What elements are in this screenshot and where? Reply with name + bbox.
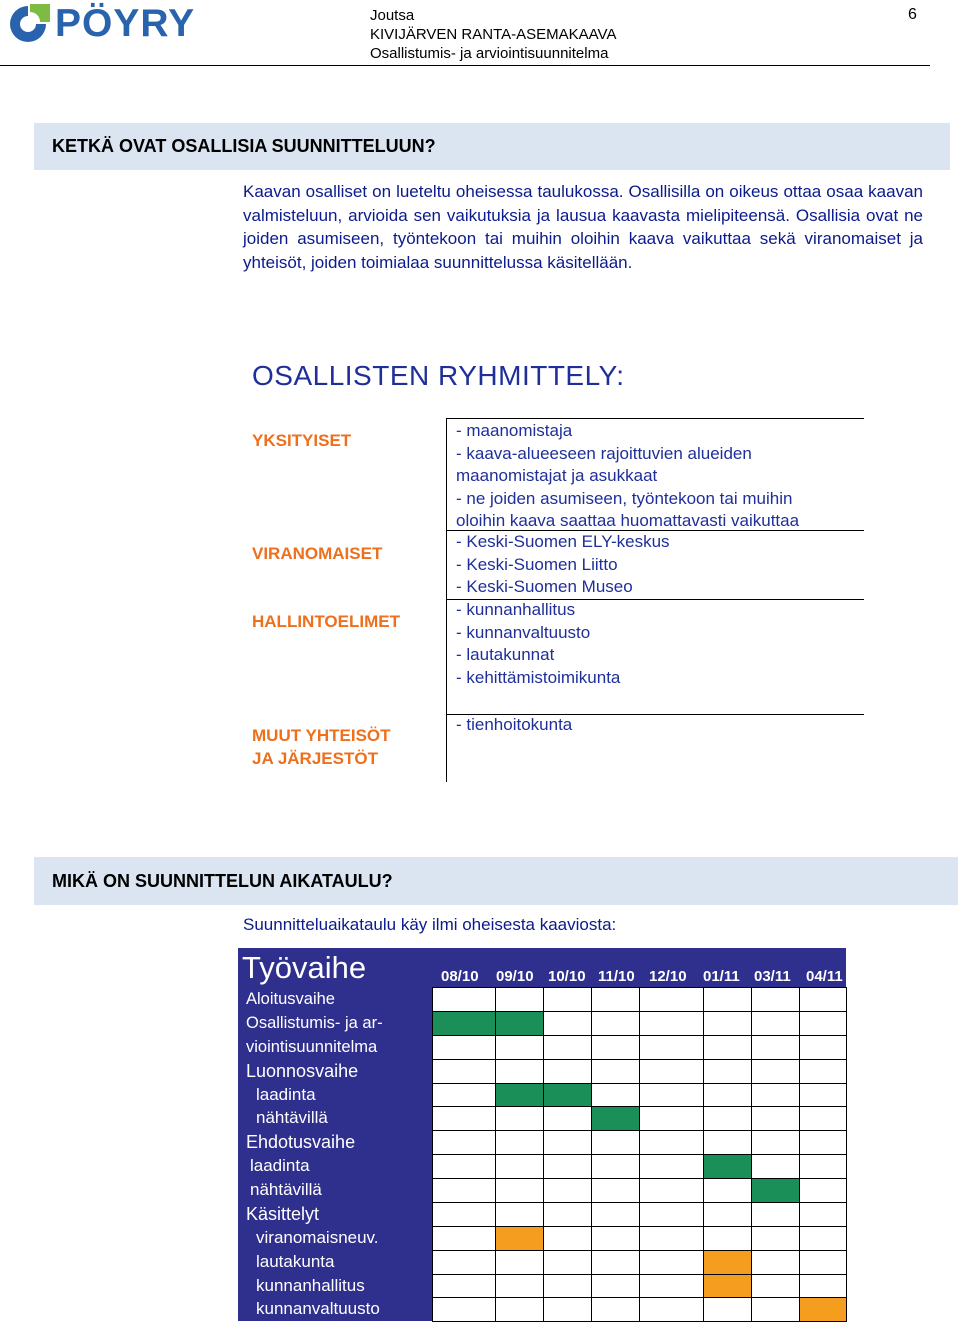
schedule-row-label: Luonnosvaihe — [246, 1060, 359, 1081]
schedule-cell — [432, 1178, 496, 1203]
schedule-cell — [495, 1154, 544, 1179]
schedule-cell — [543, 1178, 592, 1203]
schedule-cell — [751, 1059, 800, 1084]
schedule-cell — [495, 987, 544, 1012]
schedule-cell — [639, 1035, 704, 1060]
schedule-cell — [543, 1035, 592, 1060]
schedule-cell — [543, 1274, 592, 1299]
schedule-month: 04/11 — [806, 968, 843, 985]
schedule-cell-decision — [703, 1250, 752, 1275]
schedule-cell-work — [751, 1178, 800, 1203]
schedule-cell — [591, 1297, 640, 1322]
schedule-cell — [639, 987, 704, 1012]
group-member: - Keski-Suomen Liitto — [456, 554, 618, 574]
schedule-cell — [432, 1059, 496, 1084]
schedule-cell — [591, 1130, 640, 1155]
group-label: JA JÄRJESTÖT — [252, 749, 378, 768]
group-label: MUUT YHTEISÖT — [252, 726, 391, 745]
schedule-month: 01/11 — [703, 968, 740, 985]
schedule-cell — [639, 1059, 704, 1084]
schedule-row-label: lautakunta — [256, 1251, 335, 1271]
schedule-cell — [703, 1083, 752, 1108]
schedule-cell — [495, 1106, 544, 1131]
schedule-cell — [543, 987, 592, 1012]
schedule-cell — [751, 1226, 800, 1251]
schedule-cell-decision — [703, 1274, 752, 1299]
schedule-cell — [639, 1178, 704, 1203]
schedule-cell — [591, 1154, 640, 1179]
group-member: - tienhoitokunta — [456, 715, 573, 734]
schedule-cell — [543, 1250, 592, 1275]
schedule-cell — [639, 1083, 704, 1108]
schedule-cell — [703, 987, 752, 1012]
schedule-cell — [799, 1250, 847, 1275]
group-member: - lautakunnat — [456, 645, 555, 664]
schedule-cell — [543, 1226, 592, 1251]
schedule-cell — [639, 1250, 704, 1275]
schedule-cell — [432, 1297, 496, 1322]
schedule-month: 03/11 — [754, 968, 791, 985]
schedule-row-label: nähtävillä — [250, 1180, 322, 1200]
schedule-cell — [432, 1035, 496, 1060]
schedule-cell — [495, 1130, 544, 1155]
schedule-cell-work — [495, 1011, 544, 1036]
schedule-row-label: Aloitusvaihe — [246, 990, 335, 1008]
schedule-cell — [639, 1202, 704, 1227]
schedule-cell — [543, 1297, 592, 1322]
section-title-schedule: MIKÄ ON SUUNNITTELUN AIKATAULU? — [52, 871, 393, 891]
schedule-row-label: Ehdotusvaihe — [246, 1132, 356, 1153]
schedule-row-label: Käsittelyt — [246, 1203, 320, 1224]
group-member: - kehittämistoimikunta — [456, 667, 621, 687]
schedule-cell — [799, 1274, 847, 1299]
schedule-cell — [751, 1202, 800, 1227]
schedule-cell — [751, 1083, 800, 1108]
schedule-month: 11/10 — [598, 968, 635, 985]
schedule-row-label: kunnanvaltuusto — [256, 1299, 380, 1319]
schedule-cell — [751, 1154, 800, 1179]
schedule-cell — [495, 1035, 544, 1060]
schedule-cell — [495, 1178, 544, 1203]
section-title-participants: KETKÄ OVAT OSALLISIA SUUNNITTELUUN? — [52, 136, 436, 156]
schedule-cell — [751, 1035, 800, 1060]
schedule-cell — [639, 1154, 704, 1179]
schedule-cell — [639, 1297, 704, 1322]
schedule-cell — [432, 1154, 496, 1179]
schedule-cell — [591, 1059, 640, 1084]
schedule-cell — [543, 1130, 592, 1155]
schedule-cell — [703, 1297, 752, 1322]
table-column-divider — [446, 418, 447, 782]
schedule-cell — [751, 1130, 800, 1155]
logo-wordmark: PÖYRY — [55, 2, 196, 45]
schedule-cell — [799, 1130, 847, 1155]
header-divider — [0, 65, 930, 66]
schedule-cell — [703, 1011, 752, 1036]
schedule-cell — [543, 1011, 592, 1036]
schedule-cell — [432, 987, 496, 1012]
schedule-cell — [751, 1297, 800, 1322]
schedule-cell — [639, 1226, 704, 1251]
header-document-name: Osallistumis- ja arviointisuunnitelma — [370, 45, 609, 62]
schedule-cell — [703, 1178, 752, 1203]
schedule-cell — [799, 1059, 847, 1084]
schedule-cell-work — [432, 1011, 496, 1036]
schedule-row-label: viointisuunnitelma — [246, 1037, 378, 1056]
schedule-cell — [799, 1011, 847, 1036]
schedule-cell — [799, 1226, 847, 1251]
schedule-cell-decision — [495, 1226, 544, 1251]
schedule-cell — [591, 1035, 640, 1060]
schedule-row-label: nähtävillä — [256, 1108, 328, 1128]
schedule-cell — [703, 1130, 752, 1155]
table-rule — [446, 418, 864, 419]
schedule-cell — [495, 1202, 544, 1227]
schedule-cell — [799, 1154, 847, 1179]
schedule-cell — [799, 1202, 847, 1227]
group-member: - maanomistaja — [456, 421, 573, 440]
schedule-row-label: viranomaisneuv. — [256, 1227, 379, 1247]
schedule-cell — [591, 987, 640, 1012]
group-label: VIRANOMAISET — [252, 544, 383, 563]
schedule-cell — [751, 1106, 800, 1131]
schedule-heading: Työvaihe — [242, 950, 367, 985]
schedule-month: 10/10 — [548, 968, 586, 985]
schedule-cell — [639, 1106, 704, 1131]
schedule-month: 08/10 — [441, 968, 479, 985]
schedule-cell — [432, 1130, 496, 1155]
schedule-cell — [495, 1059, 544, 1084]
schedule-month: 12/10 — [649, 968, 687, 985]
schedule-cell — [591, 1178, 640, 1203]
header-plan-name: KIVIJÄRVEN RANTA-ASEMAKAAVA — [370, 26, 617, 43]
schedule-cell — [703, 1202, 752, 1227]
schedule-cell — [591, 1202, 640, 1227]
group-member: oloihin kaava saattaa huomattavasti vaikuttaa — [456, 511, 800, 530]
header-municipality: Joutsa — [370, 7, 415, 24]
schedule-cell-work — [495, 1083, 544, 1108]
schedule-intro: Suunnitteluaikataulu käy ilmi oheisesta kaaviosta: — [243, 915, 617, 934]
schedule-cell — [432, 1250, 496, 1275]
group-member: - Keski-Suomen ELY-keskus — [456, 532, 670, 551]
schedule-cell — [432, 1202, 496, 1227]
group-label: YKSITYISET — [252, 431, 352, 450]
schedule-month: 09/10 — [496, 968, 534, 985]
schedule-cell — [751, 987, 800, 1012]
schedule-cell-work — [703, 1154, 752, 1179]
schedule-cell — [432, 1083, 496, 1108]
schedule-row-label: laadinta — [256, 1084, 316, 1104]
schedule-cell — [703, 1106, 752, 1131]
schedule-cell — [591, 1250, 640, 1275]
schedule-cell — [799, 1083, 847, 1108]
group-member: - kunnanhallitus — [456, 600, 576, 619]
schedule-cell — [495, 1250, 544, 1275]
group-member: - ne joiden asumiseen, työntekoon tai muihin — [456, 488, 793, 508]
schedule-row-label: laadinta — [250, 1156, 310, 1176]
schedule-cell — [543, 1154, 592, 1179]
group-member: maanomistajat ja asukkaat — [456, 466, 658, 485]
schedule-cell — [751, 1274, 800, 1299]
schedule-cell — [703, 1035, 752, 1060]
schedule-cell-work — [591, 1106, 640, 1131]
schedule-cell — [751, 1011, 800, 1036]
schedule-cell — [799, 1106, 847, 1131]
schedule-cell — [639, 1130, 704, 1155]
schedule-cell — [591, 1011, 640, 1036]
schedule-cell — [591, 1226, 640, 1251]
groups-title: OSALLISTEN RYHMITTELY: — [252, 360, 625, 391]
schedule-cell — [543, 1202, 592, 1227]
schedule-cell — [703, 1059, 752, 1084]
schedule-cell — [543, 1106, 592, 1131]
schedule-cell — [591, 1274, 640, 1299]
schedule-cell — [432, 1106, 496, 1131]
page-number: 6 — [908, 6, 917, 23]
group-label: HALLINTOELIMET — [252, 612, 400, 631]
schedule-cell — [703, 1226, 752, 1251]
schedule-cell — [495, 1297, 544, 1322]
schedule-cell — [751, 1250, 800, 1275]
schedule-cell — [639, 1011, 704, 1036]
schedule-row-label: Osallistumis- ja ar- — [246, 1013, 383, 1032]
schedule-cell — [495, 1274, 544, 1299]
schedule-cell-decision — [799, 1297, 847, 1322]
schedule-cell — [799, 987, 847, 1012]
schedule-cell — [432, 1274, 496, 1299]
schedule-cell — [432, 1226, 496, 1251]
schedule-cell — [639, 1274, 704, 1299]
schedule-row-label: kunnanhallitus — [256, 1275, 365, 1295]
schedule-cell — [591, 1083, 640, 1108]
schedule-cell — [799, 1035, 847, 1060]
group-member: - kunnanvaltuusto — [456, 622, 591, 642]
poyry-logo-icon — [4, 2, 54, 46]
group-member: - kaava-alueeseen rajoittuvien alueiden — [456, 443, 752, 463]
group-member: - Keski-Suomen Museo — [456, 577, 633, 596]
participants-intro-paragraph: Kaavan osalliset on lueteltu oheisessa taulukossa. Osallisilla on oikeus ottaa osaa kaavan valmisteluun, arvioida sen vaikutuksia ja lausua kaavasta mielipiteensä. Osallisia ovat ne joiden asumiseen, työntekoon tai muihin oloihin kaava vaikuttaa sekä viranomaiset ja yhteisöt, joiden toimialaa suunnittelussa käsitellään. — [243, 182, 923, 272]
schedule-cell — [543, 1059, 592, 1084]
schedule-cell — [799, 1178, 847, 1203]
schedule-cell-work — [543, 1083, 592, 1108]
